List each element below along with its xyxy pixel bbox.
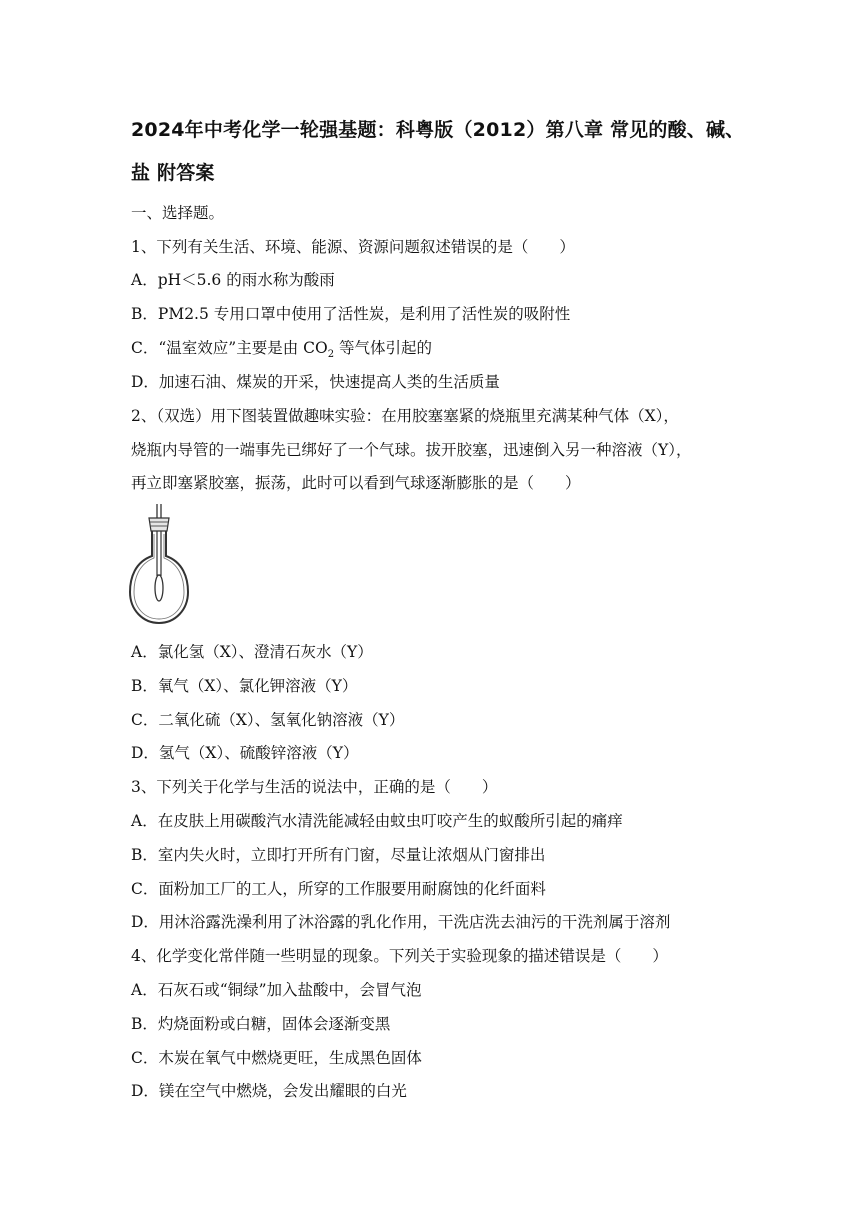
question-1-option-a: A．pH＜5.6 的雨水称为酸雨 <box>131 271 335 289</box>
option-c-text-post: 等气体引起的 <box>334 339 433 357</box>
question-1-option-d: D．加速石油、煤炭的开采，快速提高人类的生活质量 <box>131 373 500 391</box>
question-4-option-d: D．镁在空气中燃烧，会发出耀眼的白光 <box>131 1082 407 1100</box>
question-3-option-d: D．用沐浴露洗澡利用了沐浴露的乳化作用，干洗店洗去油污的干洗剂属于溶剂 <box>131 913 671 931</box>
question-4-stem: 4、化学变化常伴随一些明显的现象。下列关于实验现象的描述错误是（ ） <box>131 947 668 965</box>
question-4-option-c: C．木炭在氧气中燃烧更旺，生成黑色固体 <box>131 1049 422 1067</box>
option-c-text-pre: C．“温室效应”主要是由 CO <box>131 339 328 357</box>
question-3-option-c: C．面粉加工厂的工人，所穿的工作服要用耐腐蚀的化纤面料 <box>131 880 546 898</box>
question-4-option-a: A．石灰石或“铜绿”加入盐酸中，会冒气泡 <box>131 981 422 999</box>
question-2-option-d: D．氢气（X）、硫酸锌溶液（Y） <box>131 744 359 762</box>
question-2-option-a: A．氯化氢（X）、澄清石灰水（Y） <box>131 643 373 661</box>
document-title-line-2: 盐 附答案 <box>131 162 215 184</box>
question-4-option-b: B．灼烧面粉或白糖，固体会逐渐变黑 <box>131 1015 391 1033</box>
section-heading: 一、选择题。 <box>131 204 225 222</box>
question-2-stem-line-1: 2、（双选）用下图装置做趣味实验：在用胶塞塞紧的烧瓶里充满某种气体（X）， <box>131 407 679 425</box>
question-2-stem-line-3: 再立即塞紧胶塞，振荡，此时可以看到气球逐渐膨胀的是（ ） <box>131 474 581 492</box>
question-1-option-b: B．PM2.5 专用口罩中使用了活性炭，是利用了活性炭的吸附性 <box>131 305 571 323</box>
question-2-option-b: B．氧气（X）、氯化钾溶液（Y） <box>131 677 358 695</box>
option-c-subscript: 2 <box>327 349 335 361</box>
question-3-option-b: B．室内失火时，立即打开所有门窗，尽量让浓烟从门窗排出 <box>131 846 546 864</box>
question-2-stem-line-2: 烧瓶内导管的一端事先已绑好了一个气球。拔开胶塞，迅速倒入另一种溶液（Y）， <box>131 441 692 459</box>
question-2-option-c: C．二氧化硫（X）、氢氧化钠溶液（Y） <box>131 711 405 729</box>
question-3-option-a: A．在皮肤上用碳酸汽水清洗能减轻由蚊虫叮咬产生的蚁酸所引起的痛痒 <box>131 812 623 830</box>
document-title-line-1: 2024年中考化学一轮强基题：科粤版（2012）第八章 常见的酸、碱、 <box>131 119 745 141</box>
flask-with-balloon-icon <box>128 504 192 626</box>
question-1-stem: 1、下列有关生活、环境、能源、资源问题叙述错误的是（ ） <box>131 238 575 256</box>
question-3-stem: 3、下列关于化学与生活的说法中，正确的是（ ） <box>131 778 498 796</box>
question-1-option-c <box>131 338 433 361</box>
